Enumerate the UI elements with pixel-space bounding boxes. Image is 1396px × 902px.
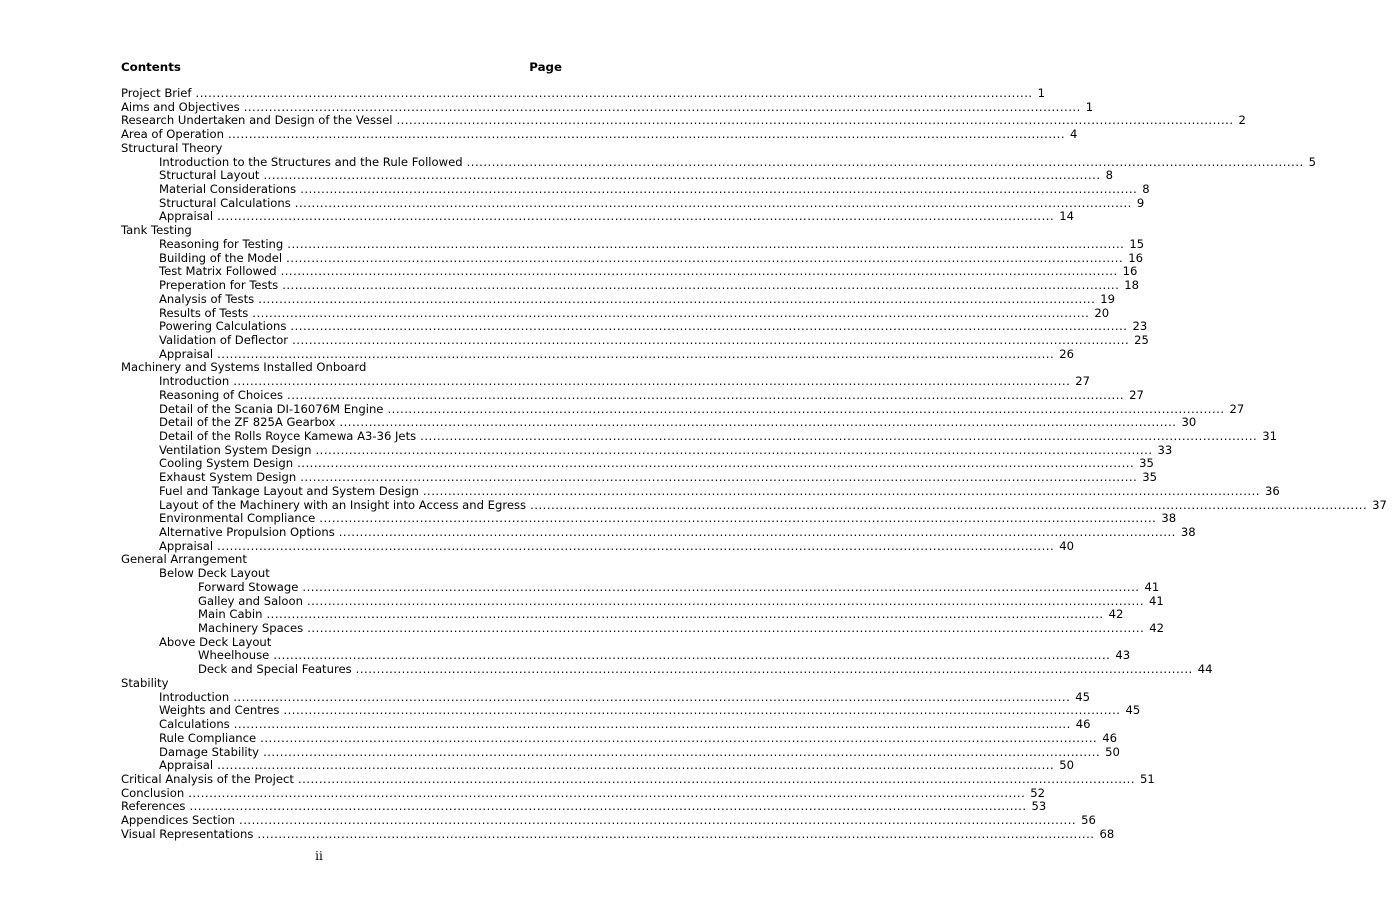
toc-entry-page: 23 bbox=[1132, 319, 1148, 334]
toc-entry bbox=[121, 771, 1155, 787]
toc-entry bbox=[121, 813, 1096, 828]
dot-leader: ........................................................................................................................................................................................................ bbox=[252, 305, 1090, 320]
toc-entry bbox=[121, 319, 1148, 334]
toc-entry-page: 38 bbox=[1161, 511, 1177, 526]
toc-entry-page: 15 bbox=[1129, 236, 1145, 251]
toc-entry-page: 44 bbox=[1197, 662, 1213, 677]
toc-entry-page: 42 bbox=[1149, 621, 1165, 636]
toc-entry-page: 9 bbox=[1136, 195, 1145, 210]
toc-entry-page: 37 bbox=[1372, 497, 1387, 512]
dot-leader: ........................................................................................................................................................................................................ bbox=[297, 771, 1136, 786]
toc-entry-page: 56 bbox=[1081, 813, 1096, 828]
dot-leader: ........................................................................................................................................................................................................ bbox=[217, 538, 1055, 553]
toc-entry-page: 18 bbox=[1124, 278, 1140, 293]
toc-entry-title: Powering Calculations bbox=[159, 319, 287, 334]
toc-entry bbox=[121, 264, 1138, 279]
toc-entry bbox=[121, 799, 1047, 814]
toc-entry bbox=[121, 648, 1131, 663]
dot-leader: ........................................................................................................................................................................................................ bbox=[290, 319, 1128, 334]
toc-entry-page: 33 bbox=[1157, 442, 1173, 457]
toc-section-heading bbox=[121, 677, 562, 691]
dot-leader: ........................................................................................................................................................................................................ bbox=[355, 662, 1193, 677]
toc-entry-title: Tank Testing bbox=[121, 223, 192, 238]
toc-entry-title: Area of Operation bbox=[121, 127, 224, 142]
toc-section-heading bbox=[121, 636, 562, 650]
dot-leader: ........................................................................................................................................................................................................ bbox=[300, 470, 1138, 485]
toc-entry-title: Reasoning of Choices bbox=[159, 387, 284, 402]
toc-entry bbox=[121, 703, 1141, 718]
dot-leader: ........................................................................................................................................................................................................ bbox=[233, 689, 1071, 704]
toc-entry-page: 41 bbox=[1149, 593, 1164, 608]
toc-entry-title: Preperation for Tests bbox=[159, 278, 279, 293]
toc-entry-page: 53 bbox=[1031, 799, 1047, 814]
toc-entry-page: 52 bbox=[1030, 785, 1046, 800]
toc-entry-title: Visual Representations bbox=[121, 826, 254, 841]
toc-entry bbox=[121, 483, 1280, 499]
toc-entry bbox=[121, 387, 1144, 403]
dot-leader: ........................................................................................................................................................................................................ bbox=[217, 346, 1055, 361]
dot-leader: ........................................................................................................................................................................................................ bbox=[260, 730, 1098, 745]
toc-entry bbox=[121, 305, 1110, 321]
toc-entry-page: 8 bbox=[1142, 182, 1150, 197]
toc-entry-title: Stability bbox=[121, 675, 169, 690]
toc-entry-page: 35 bbox=[1139, 456, 1154, 471]
dot-leader: ........................................................................................................................................................................................................ bbox=[273, 648, 1111, 663]
toc-entry bbox=[121, 99, 1094, 115]
toc-entry-title: Damage Stability bbox=[159, 744, 260, 759]
toc-entry-page: 27 bbox=[1129, 387, 1144, 402]
dot-leader: ........................................................................................................................................................................................................ bbox=[339, 415, 1177, 430]
toc-entry-page: 45 bbox=[1075, 689, 1091, 704]
dot-leader: ........................................................................................................................................................................................................ bbox=[530, 497, 1368, 512]
toc-entry bbox=[121, 209, 1074, 224]
dot-leader: ........................................................................................................................................................................................................ bbox=[466, 154, 1304, 169]
toc-entry-page: 16 bbox=[1128, 250, 1143, 265]
toc-entry bbox=[121, 374, 1091, 389]
toc-entry bbox=[121, 607, 1124, 622]
toc-entry bbox=[121, 497, 1387, 513]
toc-entry bbox=[121, 470, 1158, 485]
dot-leader: ........................................................................................................................................................................................................ bbox=[243, 99, 1081, 114]
toc-entry-page: 43 bbox=[1115, 648, 1131, 663]
toc-entry-title: Forward Stowage bbox=[198, 579, 299, 594]
dot-leader: ........................................................................................................................................................................................................ bbox=[233, 374, 1071, 389]
contents-heading: Contents bbox=[121, 60, 181, 74]
toc-entry-page: 2 bbox=[1238, 113, 1246, 128]
toc-entry-page: 41 bbox=[1144, 579, 1160, 594]
toc-entry-page: 46 bbox=[1102, 730, 1118, 745]
dot-leader: ........................................................................................................................................................................................................ bbox=[257, 826, 1095, 841]
toc-entry-title: Introduction bbox=[159, 689, 230, 704]
dot-leader: ........................................................................................................................................................................................................ bbox=[287, 236, 1125, 251]
toc-entry-page: 27 bbox=[1229, 401, 1245, 416]
toc-entry-page: 16 bbox=[1122, 264, 1138, 279]
toc-entry-title: Validation of Deflector bbox=[159, 332, 289, 347]
toc-header bbox=[121, 60, 562, 74]
dot-leader: ........................................................................................................................................................................................................ bbox=[286, 250, 1124, 265]
dot-leader: ........................................................................................................................................................................................................ bbox=[338, 525, 1176, 539]
toc-entry-title: Building of the Model bbox=[159, 250, 283, 265]
toc-entry-title: Main Cabin bbox=[198, 607, 263, 622]
toc-entry-title: Structural Layout bbox=[159, 168, 260, 183]
toc-entry-page: 1 bbox=[1085, 99, 1094, 114]
dot-leader: ........................................................................................................................................................................................................ bbox=[283, 703, 1121, 718]
toc-entry-page: 68 bbox=[1099, 826, 1115, 841]
dot-leader: ........................................................................................................................................................................................................ bbox=[282, 278, 1120, 293]
toc-entry bbox=[121, 86, 1045, 101]
dot-leader: ........................................................................................................................................................................................................ bbox=[188, 785, 1026, 800]
toc-entry-title: Reasoning for Testing bbox=[159, 236, 284, 251]
toc-entry-title: Environmental Compliance bbox=[159, 511, 316, 526]
toc-entry bbox=[121, 525, 1196, 540]
toc-entry-page: 26 bbox=[1059, 346, 1074, 361]
toc-entry-title: Galley and Saloon bbox=[198, 593, 303, 608]
toc-entry bbox=[121, 538, 1074, 554]
toc-entry bbox=[121, 579, 1160, 595]
dot-leader: ........................................................................................................................................................................................................ bbox=[319, 511, 1157, 526]
toc-entry-page: 42 bbox=[1108, 607, 1124, 622]
toc-entry bbox=[121, 154, 1317, 170]
toc-entry-page: 4 bbox=[1070, 127, 1078, 142]
toc-entry-title: Weights and Centres bbox=[159, 703, 280, 718]
toc-entry-title: Test Matrix Followed bbox=[159, 264, 277, 279]
toc-entry-title: Ventilation System Design bbox=[159, 442, 312, 457]
dot-leader: ........................................................................................................................................................................................................ bbox=[195, 86, 1033, 100]
dot-leader: ........................................................................................................................................................................................................ bbox=[420, 428, 1258, 443]
toc-entry bbox=[121, 428, 1278, 444]
toc-entry-page: 8 bbox=[1105, 168, 1113, 183]
toc-entry-title: Detail of the ZF 825A Gearbox bbox=[159, 415, 336, 430]
toc-entry bbox=[121, 401, 1245, 417]
toc-entry-page: 35 bbox=[1142, 470, 1158, 485]
dot-leader: ........................................................................................................................................................................................................ bbox=[387, 401, 1225, 416]
dot-leader: ........................................................................................................................................................................................................ bbox=[217, 758, 1055, 773]
toc-entry-title: Calculations bbox=[159, 717, 230, 732]
toc-entry-page: 14 bbox=[1059, 209, 1074, 224]
toc-entry-title: Material Considerations bbox=[159, 182, 297, 197]
toc-entry-title: Rule Compliance bbox=[159, 730, 257, 745]
toc-entry-title: References bbox=[121, 799, 186, 814]
dot-leader: ........................................................................................................................................................................................................ bbox=[307, 621, 1145, 636]
page-column-heading: Page bbox=[529, 60, 562, 74]
toc-entry-title: Alternative Propulsion Options bbox=[159, 525, 335, 539]
dot-leader: ........................................................................................................................................................................................................ bbox=[263, 168, 1101, 183]
toc-entry bbox=[121, 689, 1091, 705]
dot-leader: ........................................................................................................................................................................................................ bbox=[189, 799, 1027, 814]
toc-entry-page: 40 bbox=[1059, 538, 1074, 553]
dot-leader: ........................................................................................................................................................................................................ bbox=[297, 456, 1135, 471]
toc-entry bbox=[121, 291, 1116, 307]
toc-entry-page: 46 bbox=[1075, 717, 1091, 732]
toc-entry-page: 1 bbox=[1037, 86, 1045, 100]
toc-entry-title: Fuel and Tankage Layout and System Design bbox=[159, 483, 419, 498]
toc-entry bbox=[121, 195, 1145, 211]
toc-entry-page: 31 bbox=[1262, 428, 1278, 443]
toc-entry bbox=[121, 785, 1046, 801]
toc-entry bbox=[121, 730, 1118, 746]
toc-entry-title: Appraisal bbox=[159, 209, 214, 224]
toc-entry-title: Machinery Spaces bbox=[198, 621, 304, 636]
dot-leader: ........................................................................................................................................................................................................ bbox=[258, 291, 1096, 306]
toc-entry-title: General Arrangement bbox=[121, 552, 247, 567]
toc-entry bbox=[121, 456, 1154, 471]
toc-entry bbox=[121, 621, 1165, 636]
dot-leader: ........................................................................................................................................................................................................ bbox=[300, 182, 1138, 197]
toc-entry bbox=[121, 182, 1150, 197]
dot-leader: ........................................................................................................................................................................................................ bbox=[227, 127, 1066, 142]
toc-entry-title: Critical Analysis of the Project bbox=[121, 771, 294, 786]
dot-leader: ........................................................................................................................................................................................................ bbox=[422, 483, 1260, 498]
toc-section-heading bbox=[121, 553, 562, 567]
dot-leader: ........................................................................................................................................................................................................ bbox=[306, 593, 1145, 608]
toc-entry-title: Appendices Section bbox=[121, 813, 236, 828]
toc-entry bbox=[121, 744, 1120, 760]
dot-leader: ........................................................................................................................................................................................................ bbox=[315, 442, 1153, 457]
toc-entry bbox=[121, 168, 1113, 183]
toc-entry-title: Project Brief bbox=[121, 86, 192, 100]
toc-entry bbox=[121, 717, 1091, 732]
toc-entry-title: Aims and Objectives bbox=[121, 99, 240, 114]
toc-entry-title: Machinery and Systems Installed Onboard bbox=[121, 360, 367, 375]
toc-entry-title: Exhaust System Design bbox=[159, 470, 297, 485]
toc-entry-page: 27 bbox=[1075, 374, 1091, 389]
toc-entry-title: Structural Theory bbox=[121, 140, 223, 155]
toc-entry-page: 25 bbox=[1134, 332, 1149, 347]
toc-entry bbox=[121, 332, 1149, 348]
dot-leader: ........................................................................................................................................................................................................ bbox=[239, 813, 1077, 828]
dot-leader: ........................................................................................................................................................................................................ bbox=[292, 332, 1130, 347]
toc-entry-title: Detail of the Scania DI-16076M Engine bbox=[159, 401, 384, 416]
dot-leader: ........................................................................................................................................................................................................ bbox=[396, 113, 1234, 128]
table-of-contents bbox=[121, 86, 1387, 842]
toc-entry bbox=[121, 593, 1164, 609]
toc-entry-page: 36 bbox=[1264, 483, 1280, 498]
toc-entry-title: Structural Calculations bbox=[159, 195, 291, 210]
toc-entry-title: Research Undertaken and Design of the Vessel bbox=[121, 113, 393, 128]
toc-entry-title: Appraisal bbox=[159, 346, 214, 361]
dot-leader: ........................................................................................................................................................................................................ bbox=[302, 579, 1140, 594]
toc-entry-title: Introduction bbox=[159, 374, 230, 389]
dot-leader: ........................................................................................................................................................................................................ bbox=[280, 264, 1118, 279]
toc-entry-title: Wheelhouse bbox=[198, 648, 270, 663]
toc-entry-page: 51 bbox=[1140, 771, 1155, 786]
toc-entry bbox=[121, 662, 1213, 677]
toc-entry-page: 30 bbox=[1181, 415, 1197, 430]
toc-entry-title: Introduction to the Structures and the Rule Followed bbox=[159, 154, 463, 169]
toc-entry-page: 20 bbox=[1094, 305, 1110, 320]
toc-entry-page: 50 bbox=[1105, 744, 1120, 759]
page-number: ii bbox=[315, 849, 323, 863]
toc-entry bbox=[121, 826, 1115, 842]
toc-entry-title: Cooling System Design bbox=[159, 456, 294, 471]
toc-entry-title: Detail of the Rolls Royce Kamewa A3-36 Jets bbox=[159, 428, 417, 443]
toc-section-heading bbox=[121, 361, 562, 375]
toc-entry bbox=[121, 415, 1197, 430]
toc-entry bbox=[121, 278, 1140, 293]
toc-section-heading bbox=[121, 224, 562, 238]
dot-leader: ........................................................................................................................................................................................................ bbox=[294, 195, 1132, 210]
dot-leader: ........................................................................................................................................................................................................ bbox=[217, 209, 1055, 224]
dot-leader: ........................................................................................................................................................................................................ bbox=[263, 744, 1101, 759]
toc-section-heading bbox=[121, 142, 562, 156]
toc-entry-page: 45 bbox=[1125, 703, 1141, 718]
toc-entry-title: Layout of the Machinery with an Insight into Access and Egress bbox=[159, 497, 527, 512]
toc-entry-title: Appraisal bbox=[159, 538, 214, 553]
toc-entry-title: Deck and Special Features bbox=[198, 662, 352, 677]
toc-entry-title: Above Deck Layout bbox=[159, 634, 272, 649]
dot-leader: ........................................................................................................................................................................................................ bbox=[287, 387, 1125, 402]
toc-entry-title: Results of Tests bbox=[159, 305, 249, 320]
toc-entry-page: 50 bbox=[1059, 758, 1074, 773]
toc-entry bbox=[121, 250, 1143, 266]
toc-entry-title: Appraisal bbox=[159, 758, 214, 773]
toc-entry bbox=[121, 113, 1246, 128]
toc-entry bbox=[121, 511, 1177, 526]
toc-entry-page: 19 bbox=[1100, 291, 1116, 306]
toc-entry-title: Below Deck Layout bbox=[159, 566, 270, 581]
toc-entry-title: Conclusion bbox=[121, 785, 185, 800]
toc-entry-page: 5 bbox=[1308, 154, 1317, 169]
toc-entry-page: 38 bbox=[1180, 525, 1196, 539]
toc-entry bbox=[121, 127, 1078, 142]
toc-entry bbox=[121, 758, 1074, 773]
toc-entry bbox=[121, 346, 1074, 362]
toc-entry-title: Analysis of Tests bbox=[159, 291, 255, 306]
toc-entry bbox=[121, 442, 1173, 458]
toc-entry bbox=[121, 236, 1145, 252]
toc-section-heading bbox=[121, 567, 562, 581]
dot-leader: ........................................................................................................................................................................................................ bbox=[266, 607, 1104, 622]
dot-leader: ........................................................................................................................................................................................................ bbox=[233, 717, 1071, 732]
